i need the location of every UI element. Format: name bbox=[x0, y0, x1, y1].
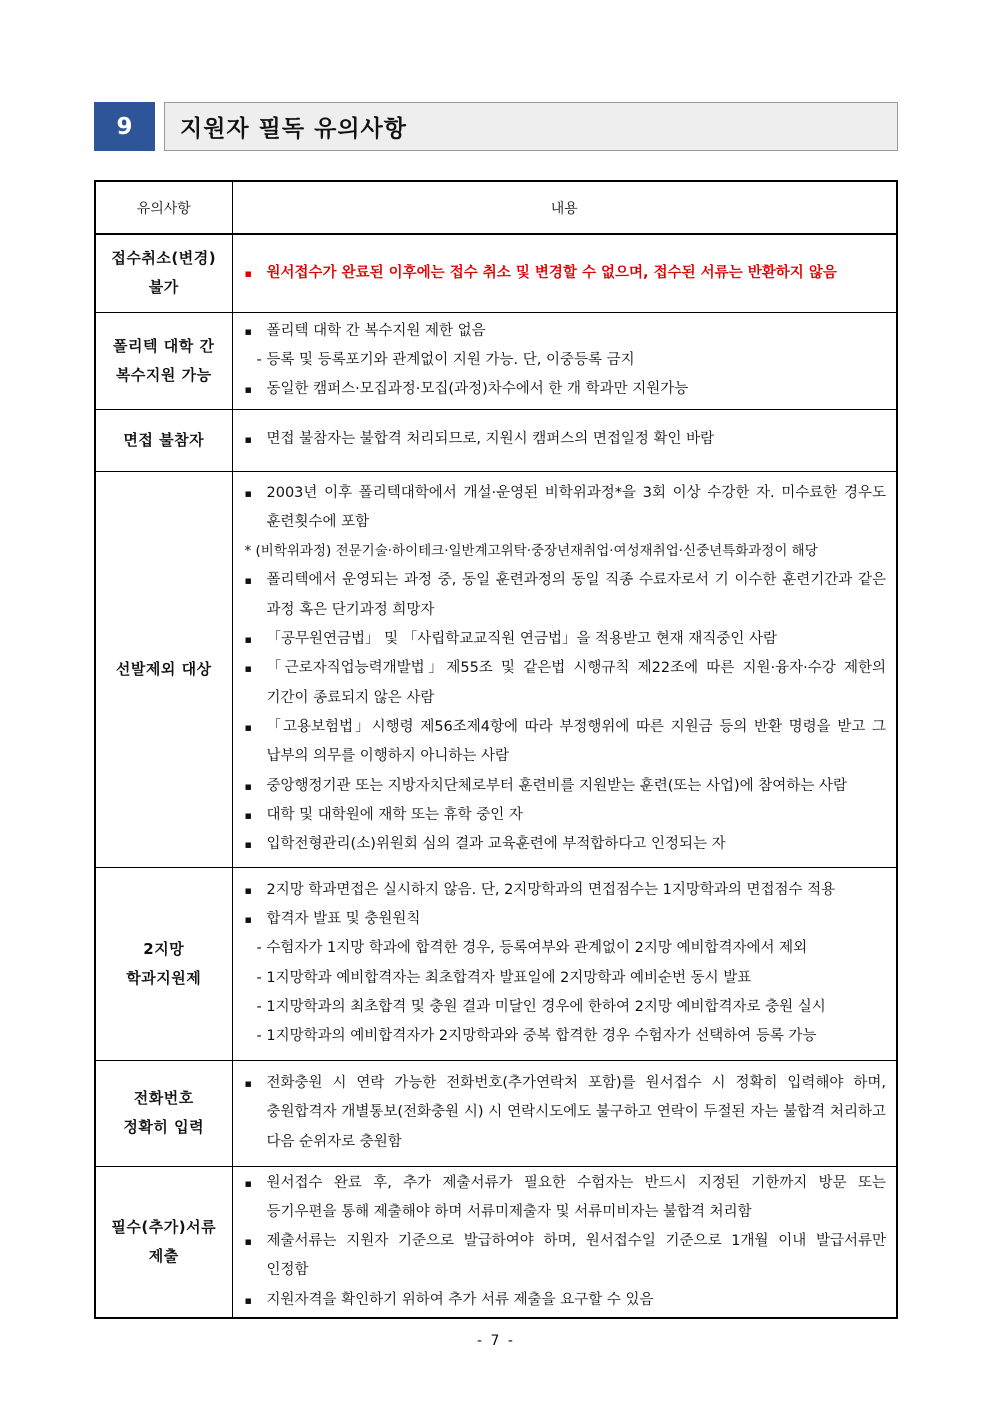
bullet-item: ▪ 지원자격을 확인하기 위하여 추가 서류 제출을 요구할 수 있음 bbox=[245, 1286, 887, 1315]
page-number: - 7 - bbox=[477, 1333, 515, 1349]
bullet-item: ▪ 중앙행정기관 또는 지방자치단체로부터 훈련비를 지원받는 훈련(또는 사업)에 참여하는 사람 bbox=[245, 772, 887, 801]
footnote: * (비학위과정) 전문기술·하이테크·일반계고위탁·중장년재취업·여성재취업·신중년특화과정이 해당 bbox=[244, 543, 818, 560]
sub-item: - 등록 및 등록포기와 관계없이 지원 가능. 단, 이중등록 금지 bbox=[256, 351, 635, 368]
section-header bbox=[94, 102, 898, 151]
row-content bbox=[232, 471, 897, 867]
table-row bbox=[95, 1166, 897, 1318]
notice-table bbox=[94, 180, 898, 1319]
row-label bbox=[95, 1060, 232, 1166]
bullet-item: ▪ 원서접수가 완료된 이후에는 접수 취소 및 변경할 수 없으며, 접수된 서류는 반환하지 않음 bbox=[245, 259, 887, 288]
bullet-item: ▪ 「고용보험법」시행령 제56조제4항에 따라 부정행위에 따른 지원금 등의 반환 명령을 받고 그 납부의 의무를 이행하지 아니하는 사람 bbox=[245, 713, 887, 772]
bullet-item: ▪ 면접 불참자는 불합격 처리되므로, 지원시 캠퍼스의 면접일정 확인 바람 bbox=[245, 425, 887, 454]
bullet-item: ▪ 2003년 이후 폴리텍대학에서 개설·운영된 비학위과정*을 3회 이상 수강한 자. 미수료한 경우도 훈련횟수에 포함 bbox=[245, 479, 887, 538]
sub-item: - 수험자가 1지망 학과에 합격한 경우, 등록여부와 관계없이 2지망 예비합격자에서 제외 bbox=[256, 940, 808, 957]
header-content: 내용 bbox=[232, 181, 897, 234]
row-label-line: 복수지원 가능 bbox=[115, 365, 212, 384]
table-header-row bbox=[95, 181, 897, 234]
bullet-item: ▪ 2지망 학과면접은 실시하지 않음. 단, 2지망학과의 면접점수는 1지망학과의 면접점수 적용 bbox=[245, 876, 887, 905]
bullet-item: ▪ 원서접수 완료 후, 추가 제출서류가 필요한 수험자는 반드시 지정된 기한까지 방문 또는 등기우편을 통해 제출해야 하며 서류미제출자 및 서류미비자는 불합격 처리함 bbox=[245, 1169, 887, 1228]
row-label bbox=[95, 1166, 232, 1318]
bullet-item: ▪ 대학 및 대학원에 재학 또는 휴학 중인 자 bbox=[245, 801, 887, 830]
table-row bbox=[95, 471, 897, 867]
table-row bbox=[95, 867, 897, 1060]
row-label-line: 면접 불참자 bbox=[123, 430, 205, 449]
row-label-line: 전화번호 bbox=[133, 1089, 194, 1107]
table-row bbox=[95, 312, 897, 409]
bullet-item: ▪ 동일한 캠퍼스·모집과정·모집(과정)차수에서 한 개 학과만 지원가능 bbox=[245, 375, 887, 404]
row-content bbox=[232, 1166, 897, 1318]
sub-item: - 1지망학과의 최초합격 및 충원 결과 미달인 경우에 한하여 2지망 예비합격자로 충원 실시 bbox=[256, 998, 826, 1015]
row-content bbox=[232, 867, 897, 1060]
sub-item: - 1지망학과 예비합격자는 최초합격자 발표일에 2지망학과 예비순번 동시 발표 bbox=[256, 969, 752, 986]
row-label-line: 학과지원제 bbox=[126, 968, 202, 987]
row-label-line: 선발제외 대상 bbox=[115, 659, 212, 678]
bullet-item: ▪ 제출서류는 지원자 기준으로 발급하여야 하며, 원서접수일 기준으로 1개월 이내 발급서류만 인정함 bbox=[245, 1227, 887, 1286]
table-row bbox=[95, 409, 897, 471]
bullet-item: ▪ 폴리텍에서 운영되는 과정 중, 동일 훈련과정의 동일 직종 수료자로서 기 이수한 훈련기간과 같은 과정 혹은 단기과정 희망자 bbox=[245, 566, 887, 625]
row-label bbox=[95, 234, 232, 312]
bullet-item: ▪ 「근로자직업능력개발법」제55조 및 같은법 시행규칙 제22조에 따른 지원·융자·수강 제한의 기간이 종료되지 않은 사람 bbox=[245, 654, 887, 713]
bullet-item: ▪ 전화충원 시 연락 가능한 전화번호(추가연락처 포함)를 원서접수 시 정확히 입력해야 하며, 충원합격자 개별통보(전화충원 시) 시 연락시도에도 불구하고 연락이 두절된 자는 불합격 처리하고 다음 순위자로 충원함 bbox=[245, 1069, 887, 1157]
row-label-line: 제출 bbox=[148, 1246, 179, 1265]
table-row bbox=[95, 1060, 897, 1166]
row-label-line: 폴리텍 대학 간 bbox=[113, 336, 215, 355]
bullet-item: ▪ 폴리텍 대학 간 복수지원 제한 없음 bbox=[245, 317, 887, 346]
table-row bbox=[95, 234, 897, 312]
row-content bbox=[232, 1060, 897, 1166]
row-content bbox=[232, 409, 897, 471]
header-notice: 유의사항 bbox=[95, 181, 232, 234]
row-label-line: 2지망 bbox=[143, 939, 185, 958]
row-label bbox=[95, 867, 232, 1060]
row-content bbox=[232, 234, 897, 312]
bullet-item: ▪ 합격자 발표 및 충원원칙 bbox=[245, 905, 887, 934]
bullet-item: ▪ 「공무원연금법」 및 「사립학교교직원 연금법」을 적용받고 현재 재직중인 사람 bbox=[245, 625, 887, 654]
row-label bbox=[95, 471, 232, 867]
row-label bbox=[95, 312, 232, 409]
bullet-item: ▪ 입학전형관리(소)위원회 심의 결과 교육훈련에 부적합하다고 인정되는 자 bbox=[245, 830, 887, 859]
section-number: 9 bbox=[94, 102, 155, 151]
row-label-line: 정확히 입력 bbox=[123, 1118, 205, 1136]
row-content bbox=[232, 312, 897, 409]
section-title: 지원자 필독 유의사항 bbox=[164, 102, 898, 151]
row-label-line: 필수(추가)서류 bbox=[111, 1217, 217, 1236]
sub-item: - 1지망학과의 예비합격자가 2지망학과와 중복 합격한 경우 수험자가 선택하여 등록 가능 bbox=[256, 1028, 817, 1045]
row-label bbox=[95, 409, 232, 471]
row-label-line: 접수취소(변경) bbox=[111, 249, 217, 268]
row-label-line: 불가 bbox=[148, 278, 179, 297]
